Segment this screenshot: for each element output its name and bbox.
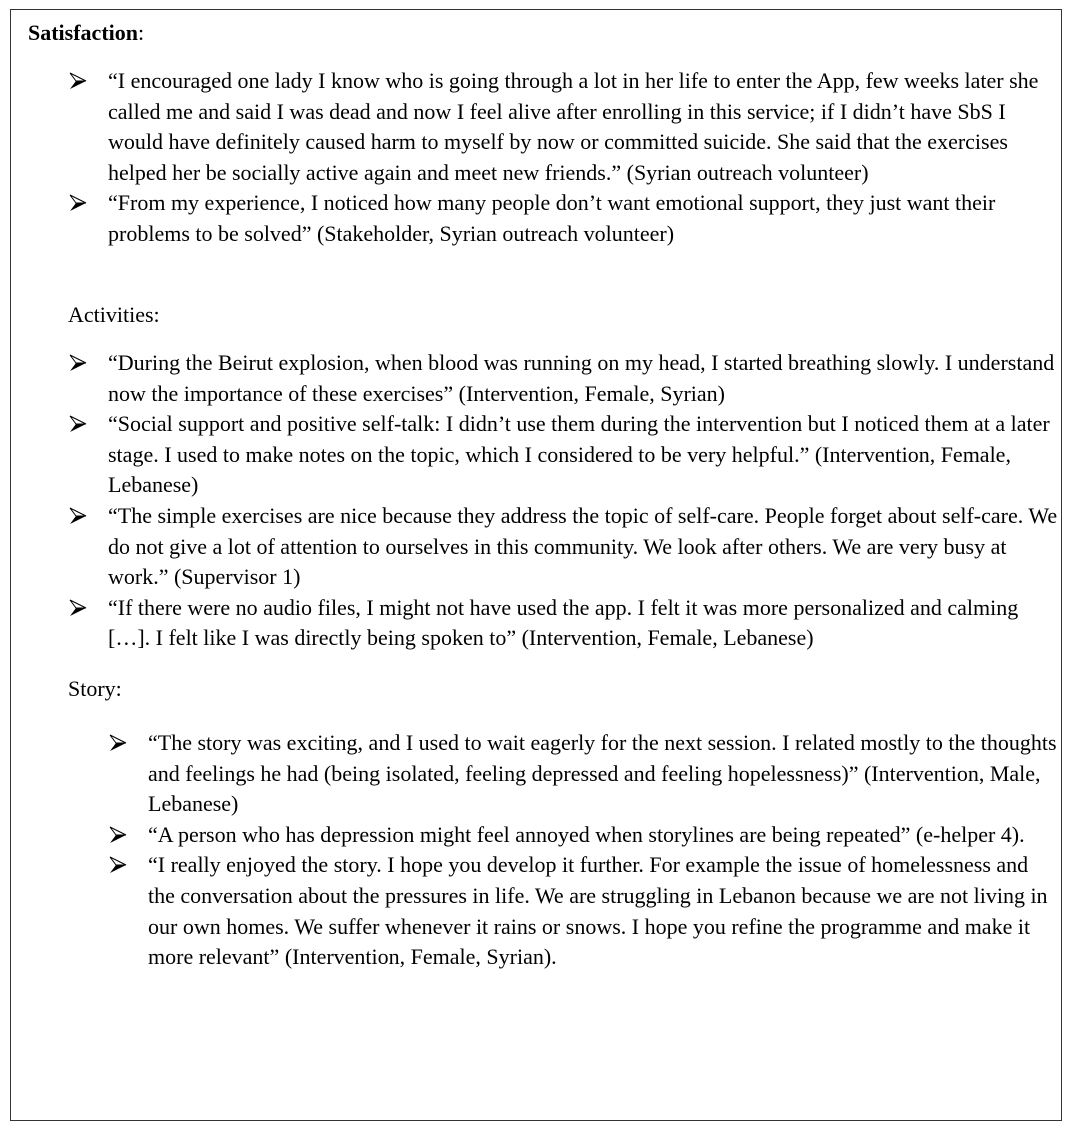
arrow-bullet-icon: [68, 193, 88, 215]
list-item: [68, 409, 1058, 501]
section-heading-activities: Activities:: [68, 302, 160, 327]
quote-text: “Social support and positive self-talk: I didn’t use them during the intervention but I noticed them at a later stage. I used to make notes on the topic, which I considered to be very helpful.” (Intervention, Female, Lebanese): [108, 411, 1050, 498]
list-item: [68, 188, 1058, 249]
list-item: [68, 593, 1058, 654]
quote-text: “During the Beirut explosion, when blood was running on my head, I started breathing slowly. I understand now the importance of these exercises” (Intervention, Female, Syrian): [108, 350, 1055, 406]
story-quote-list: [108, 728, 1058, 973]
quote-text: “From my experience, I noticed how many people don’t want emotional support, they just want their problems to be solved” (Stakeholder, Syrian outreach volunteer): [108, 190, 996, 246]
quote-text: “The story was exciting, and I used to wait eagerly for the next session. I related mostly to the thoughts and feelings he had (being isolated, feeling depressed and feeling hopelessness)” (Intervention, Male, Lebanese): [148, 730, 1057, 817]
quote-text: “If there were no audio files, I might not have used the app. I felt it was more personalized and calming […]. I felt like I was directly being spoken to” (Intervention, Female, Lebanese): [108, 594, 1019, 651]
arrow-bullet-icon: [68, 598, 88, 620]
arrow-bullet-icon: [108, 825, 128, 847]
section-heading-story: Story:: [68, 676, 122, 701]
satisfaction-quote-list: [68, 66, 1058, 250]
arrow-bullet-icon: [108, 855, 128, 877]
arrow-bullet-icon: [68, 71, 88, 93]
list-item: [108, 728, 1058, 820]
list-item: [68, 66, 1058, 188]
arrow-bullet-icon: [68, 506, 88, 528]
list-item: [108, 820, 1058, 851]
list-item: [108, 850, 1058, 972]
quote-text: “A person who has depression might feel annoyed when storylines are being repeated” (e-helper 4).: [148, 821, 1025, 847]
arrow-bullet-icon: [68, 353, 88, 375]
quote-text: “The simple exercises are nice because they address the topic of self-care. People forget about self-care. We do not give a lot of attention to ourselves in this community. We look after others. We are very busy at work.” (Supervisor 1): [108, 502, 1058, 590]
quote-text: “I encouraged one lady I know who is going through a lot in her life to enter the App, few weeks later she called me and said I was dead and now I feel alive after enrolling in this service; if I didn’t have SbS I would have definitely caused harm to myself by now or committed suicide. She said that the exercises helped her be socially active again and meet new friends.” (Syrian outreach volunteer): [108, 68, 1039, 185]
list-item: [68, 501, 1058, 593]
quote-text: “I really enjoyed the story. I hope you develop it further. For example the issue of homelessness and the conversation about the pressures in life. We are struggling in Lebanon because we are not living in our own homes. We suffer whenever it rains or snows. I hope you refine the programme and make it more relevant” (Intervention, Female, Syrian).: [148, 852, 1048, 970]
arrow-bullet-icon: [108, 733, 128, 755]
arrow-bullet-icon: [68, 414, 88, 436]
activities-quote-list: [68, 348, 1058, 654]
list-item: [68, 348, 1058, 409]
section-heading-satisfaction: Satisfaction:: [28, 20, 145, 45]
